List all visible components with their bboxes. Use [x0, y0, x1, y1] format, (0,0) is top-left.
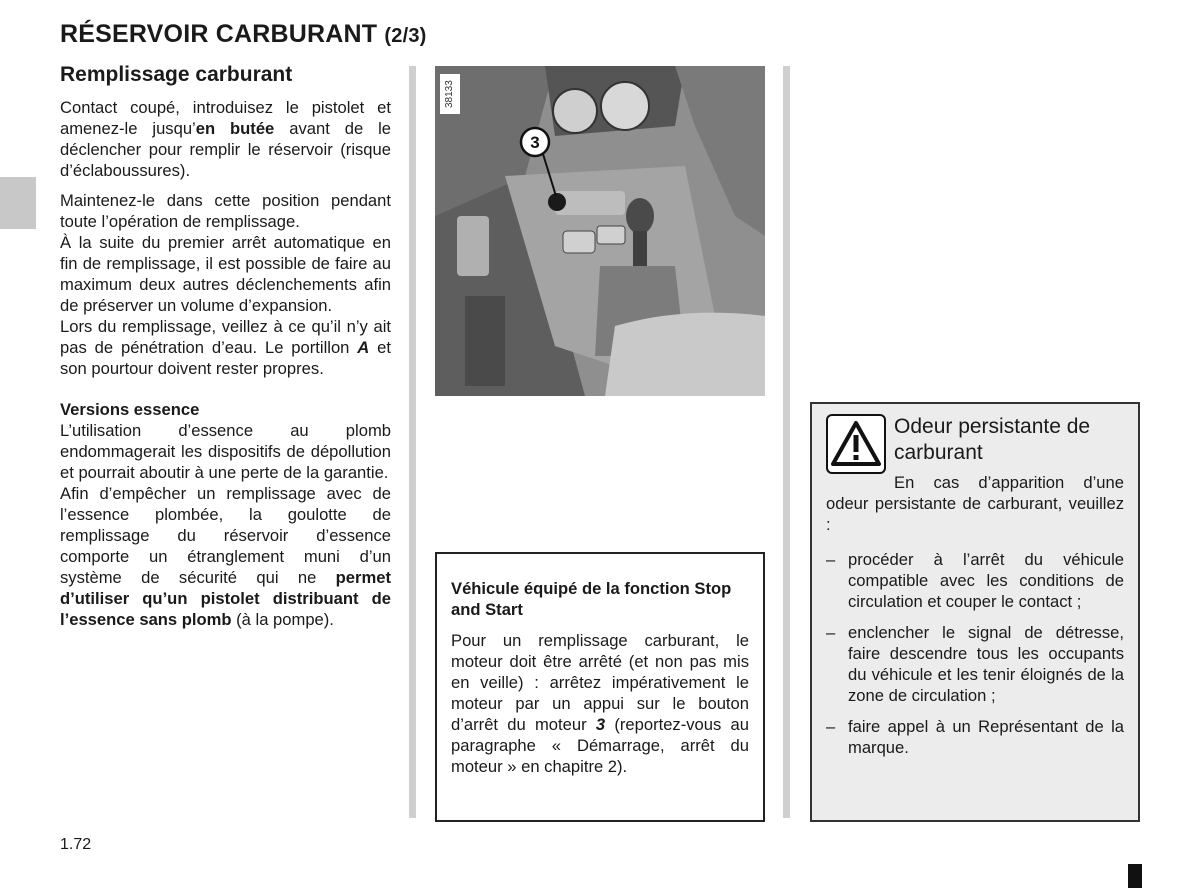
- warning-box: [810, 402, 1140, 822]
- page-title-text: RÉSERVOIR CARBURANT: [60, 20, 378, 48]
- chapter-tab: [0, 177, 36, 229]
- list-item: – procéder à l’arrêt du véhicule compatible avec les conditions de circulation et couper le contact ;: [826, 550, 1124, 611]
- paragraph-auto-stop: À la suite du premier arrêt automatique en fin de remplissage, il est possible de faire au maximum deux autres déclenchements afin de préserver un volume d’expansion.: [60, 233, 391, 315]
- paragraph-hold-position: Maintenez-le dans cette position pendant toute l’opération de remplissage.: [60, 191, 391, 231]
- emphasis-unleaded: permet d’utiliser qu’un pistolet distribuant de l’essence sans plomb: [60, 568, 391, 629]
- column-separator: [409, 66, 416, 818]
- paragraph-insert-nozzle: Contact coupé, introduisez le pistolet et amenez-le jusqu’en butée avant de le déclencher pour remplir le réservoir (risque d’éclaboussures).: [60, 98, 392, 180]
- stop-start-box: [435, 552, 765, 822]
- warning-triangle-icon: [826, 414, 886, 474]
- stop-start-body: Pour un remplissage carburant, le moteur doit être arrêté (et non pas mis en veille) : arrêtez impérativement le moteur par un appui sur le bouton d’arrêt du moteur 3 (reportez-vous au paragraphe « Démarrage, arrêt du moteur » en chapitre 2).: [451, 631, 750, 776]
- dashboard-photo: [435, 66, 765, 396]
- list-item: – faire appel à un Représentant de la marque.: [826, 717, 1124, 757]
- paragraph-water: Lors du remplissage, veillez à ce qu’il n’y ait pas de pénétration d’eau. Le portillon A et son pourtour doivent rester propres.: [60, 317, 391, 378]
- versions-essence-title: Versions essence: [60, 400, 200, 419]
- ref-a: A: [357, 338, 370, 357]
- left-column: [60, 62, 391, 630]
- page-title-suffix: (2/3): [384, 25, 427, 47]
- paragraph-leaded-fuel: L’utilisation d’essence au plomb endommagerait les dispositifs de dépollution et pourrait aboutir à une perte de la garantie.: [60, 421, 391, 482]
- column-separator: [783, 66, 790, 818]
- warning-intro: En cas d’apparition d’une odeur persistante de carburant, veuillez :: [826, 473, 1124, 534]
- section-title: Remplissage carburant: [60, 63, 293, 86]
- stop-start-title: Véhicule équipé de la fonction Stop and Start: [451, 579, 732, 619]
- photo-reference-number: 38133: [440, 74, 460, 114]
- warning-title: Odeur persistante de carburant: [894, 415, 1091, 464]
- list-item: – enclencher le signal de détresse, faire descendre tous les occupants du véhicule et les tenir éloignés de la zone de circulation ;: [826, 623, 1124, 705]
- warning-header: [826, 414, 1124, 486]
- page-number: 1.72: [60, 836, 92, 853]
- dashboard-illustration: [435, 66, 765, 396]
- paragraph-filler-neck: Afin d’empêcher un remplissage avec de l’essence plombée, la goulotte de remplissage du réservoir d’essence comporte un étranglement muni d’un système de sécurité qui ne permet d’utiliser qu’un pistolet distribuant de l’essence sans plomb (à la pompe).: [60, 484, 391, 629]
- warning-list: [826, 549, 1124, 758]
- ref-3: 3: [595, 715, 606, 734]
- page-title: [60, 20, 427, 49]
- emphasis-en-butee: en butée: [195, 119, 275, 138]
- photo-callout-3: 3: [530, 133, 540, 152]
- corner-marker: [1128, 864, 1142, 888]
